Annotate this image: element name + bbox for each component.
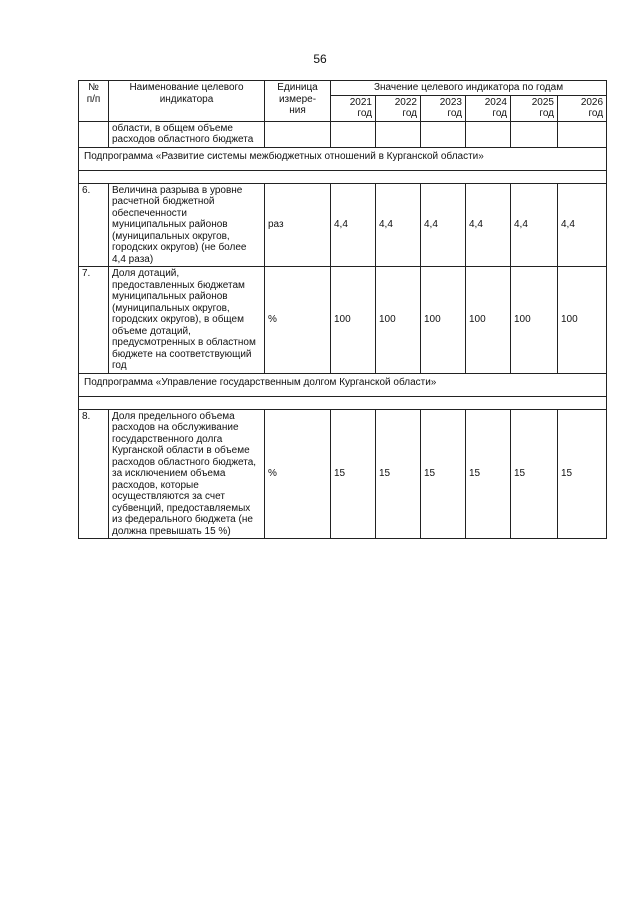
continuation-row	[79, 121, 607, 147]
value-2025: 100	[511, 267, 558, 374]
unit: раз	[265, 183, 331, 267]
value-2026: 4,4	[558, 183, 607, 267]
header-year-2023: 2023 год	[421, 95, 466, 121]
header-values-by-year: Значение целевого индикатора по годам	[331, 81, 607, 96]
row-number: 8.	[79, 409, 109, 539]
value-2022: 15	[376, 409, 421, 539]
continuation-indicator-name: области, в общем объеме расходов областного бюджета	[109, 121, 265, 147]
table-row	[79, 183, 607, 267]
subprogram-intergovernmental: Подпрограмма «Развитие системы межбюджетных отношений в Курганской области»	[79, 147, 607, 170]
row-number: 6.	[79, 183, 109, 267]
value-2023: 4,4	[421, 183, 466, 267]
unit: %	[265, 267, 331, 374]
value-2025: 15	[511, 409, 558, 539]
subprogram-row	[79, 147, 607, 170]
subprogram-row	[79, 373, 607, 396]
header-year-2021: 2021 год	[331, 95, 376, 121]
value-2022: 100	[376, 267, 421, 374]
header-row	[79, 81, 607, 96]
value-2024: 15	[466, 409, 511, 539]
value-2024: 4,4	[466, 183, 511, 267]
header-year-2025: 2025 год	[511, 95, 558, 121]
value-2023: 100	[421, 267, 466, 374]
value-2021: 100	[331, 267, 376, 374]
value-2023: 15	[421, 409, 466, 539]
indicator-name: Доля дотаций, предоставленных бюджетам муниципальных районов (муниципальных округов, городских округов), в общем объеме дотаций, предусмотренных в областном бюджете на соответствующий год	[109, 267, 265, 374]
value-2021: 4,4	[331, 183, 376, 267]
subprogram-state-debt: Подпрограмма «Управление государственным долгом Курганской области»	[79, 373, 607, 396]
spacer-row	[79, 170, 607, 183]
header-unit: Единица измере- ния	[265, 81, 331, 122]
value-2026: 100	[558, 267, 607, 374]
unit: %	[265, 409, 331, 539]
header-year-2024: 2024 год	[466, 95, 511, 121]
table-row	[79, 409, 607, 539]
header-year-2026: 2026 год	[558, 95, 607, 121]
spacer-row	[79, 396, 607, 409]
target-indicators-table	[78, 80, 607, 539]
value-2022: 4,4	[376, 183, 421, 267]
page-number: 56	[313, 52, 327, 66]
row-number: 7.	[79, 267, 109, 374]
table-row	[79, 267, 607, 374]
header-year-2022: 2022 год	[376, 95, 421, 121]
value-2026: 15	[558, 409, 607, 539]
value-2025: 4,4	[511, 183, 558, 267]
indicator-name: Величина разрыва в уровне расчетной бюджетной обеспеченности муниципальных районов (муниципальных округов, городских округов) (не более 4,4 раза)	[109, 183, 265, 267]
header-indicator-name: Наименование целевого индикатора	[109, 81, 265, 122]
value-2024: 100	[466, 267, 511, 374]
header-num: № п/п	[79, 81, 109, 122]
value-2021: 15	[331, 409, 376, 539]
indicator-name: Доля предельного объема расходов на обслуживание государственного долга Курганской области в объеме расходов областного бюджета, за исключением объема расходов, которые осуществляются за счет субвенций, предоставляемых из федерального бюджета (не должна превышать 15 %)	[109, 409, 265, 539]
